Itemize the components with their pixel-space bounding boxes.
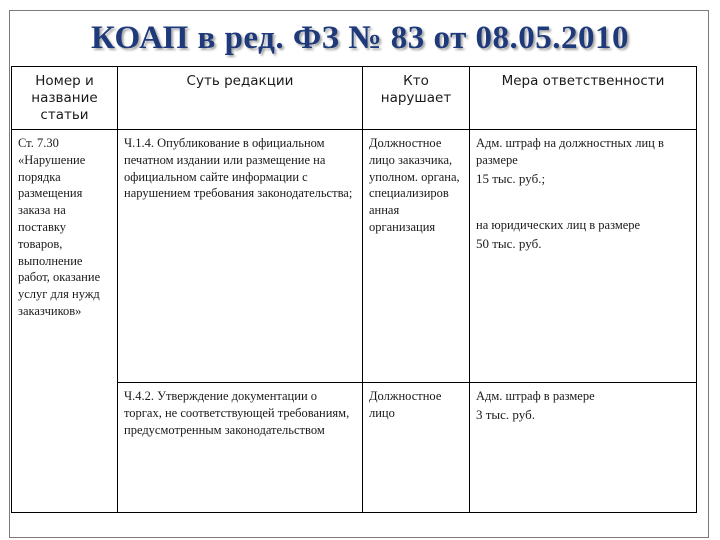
violator-cell: Должностное лицо — [363, 383, 470, 513]
spacer — [476, 187, 691, 217]
header-essence: Суть редакции — [118, 67, 363, 130]
liability-legal: на юридических лиц в размере — [476, 218, 641, 233]
violator-cell: Должностное лицо заказчика, уполном. органа, специализиров анная организация — [363, 130, 470, 383]
article-cell: Ст. 7.30 «Нарушение порядка размещения заказа на поставку товаров, выполнение работ, оказание услуг для нужд заказчиков» — [12, 130, 118, 513]
liability-table — [11, 66, 697, 513]
liability-amount: 3 тыс. руб. — [476, 406, 535, 422]
liability-cell — [470, 130, 697, 383]
liability-cell — [470, 383, 697, 513]
table-header-row — [12, 67, 697, 130]
essence-cell: Ч.4.2. Утверждение документации о торгах, не соответствующей требованиям, предусмотренным законодательством — [118, 383, 363, 513]
table-row — [12, 130, 697, 383]
liability-text: Адм. штраф в размере — [476, 389, 595, 403]
liability-legal-amount: 50 тыс. руб. — [476, 236, 542, 252]
header-article: Номер и название статьи — [12, 67, 118, 130]
header-violator: Кто нарушает — [363, 67, 470, 130]
liability-officials-amount: 15 тыс. руб.; — [476, 170, 546, 186]
essence-cell: Ч.1.4. Опубликование в официальном печатном издании или размещение на официальном сайте информации с нарушением требования законодательства; — [118, 130, 363, 383]
slide-title: КОАП в ред. ФЗ № 83 от 08.05.2010 — [90, 20, 630, 56]
header-liability: Мера ответственности — [470, 67, 697, 130]
liability-officials: Адм. штраф на должностных лиц в размере — [476, 136, 664, 167]
